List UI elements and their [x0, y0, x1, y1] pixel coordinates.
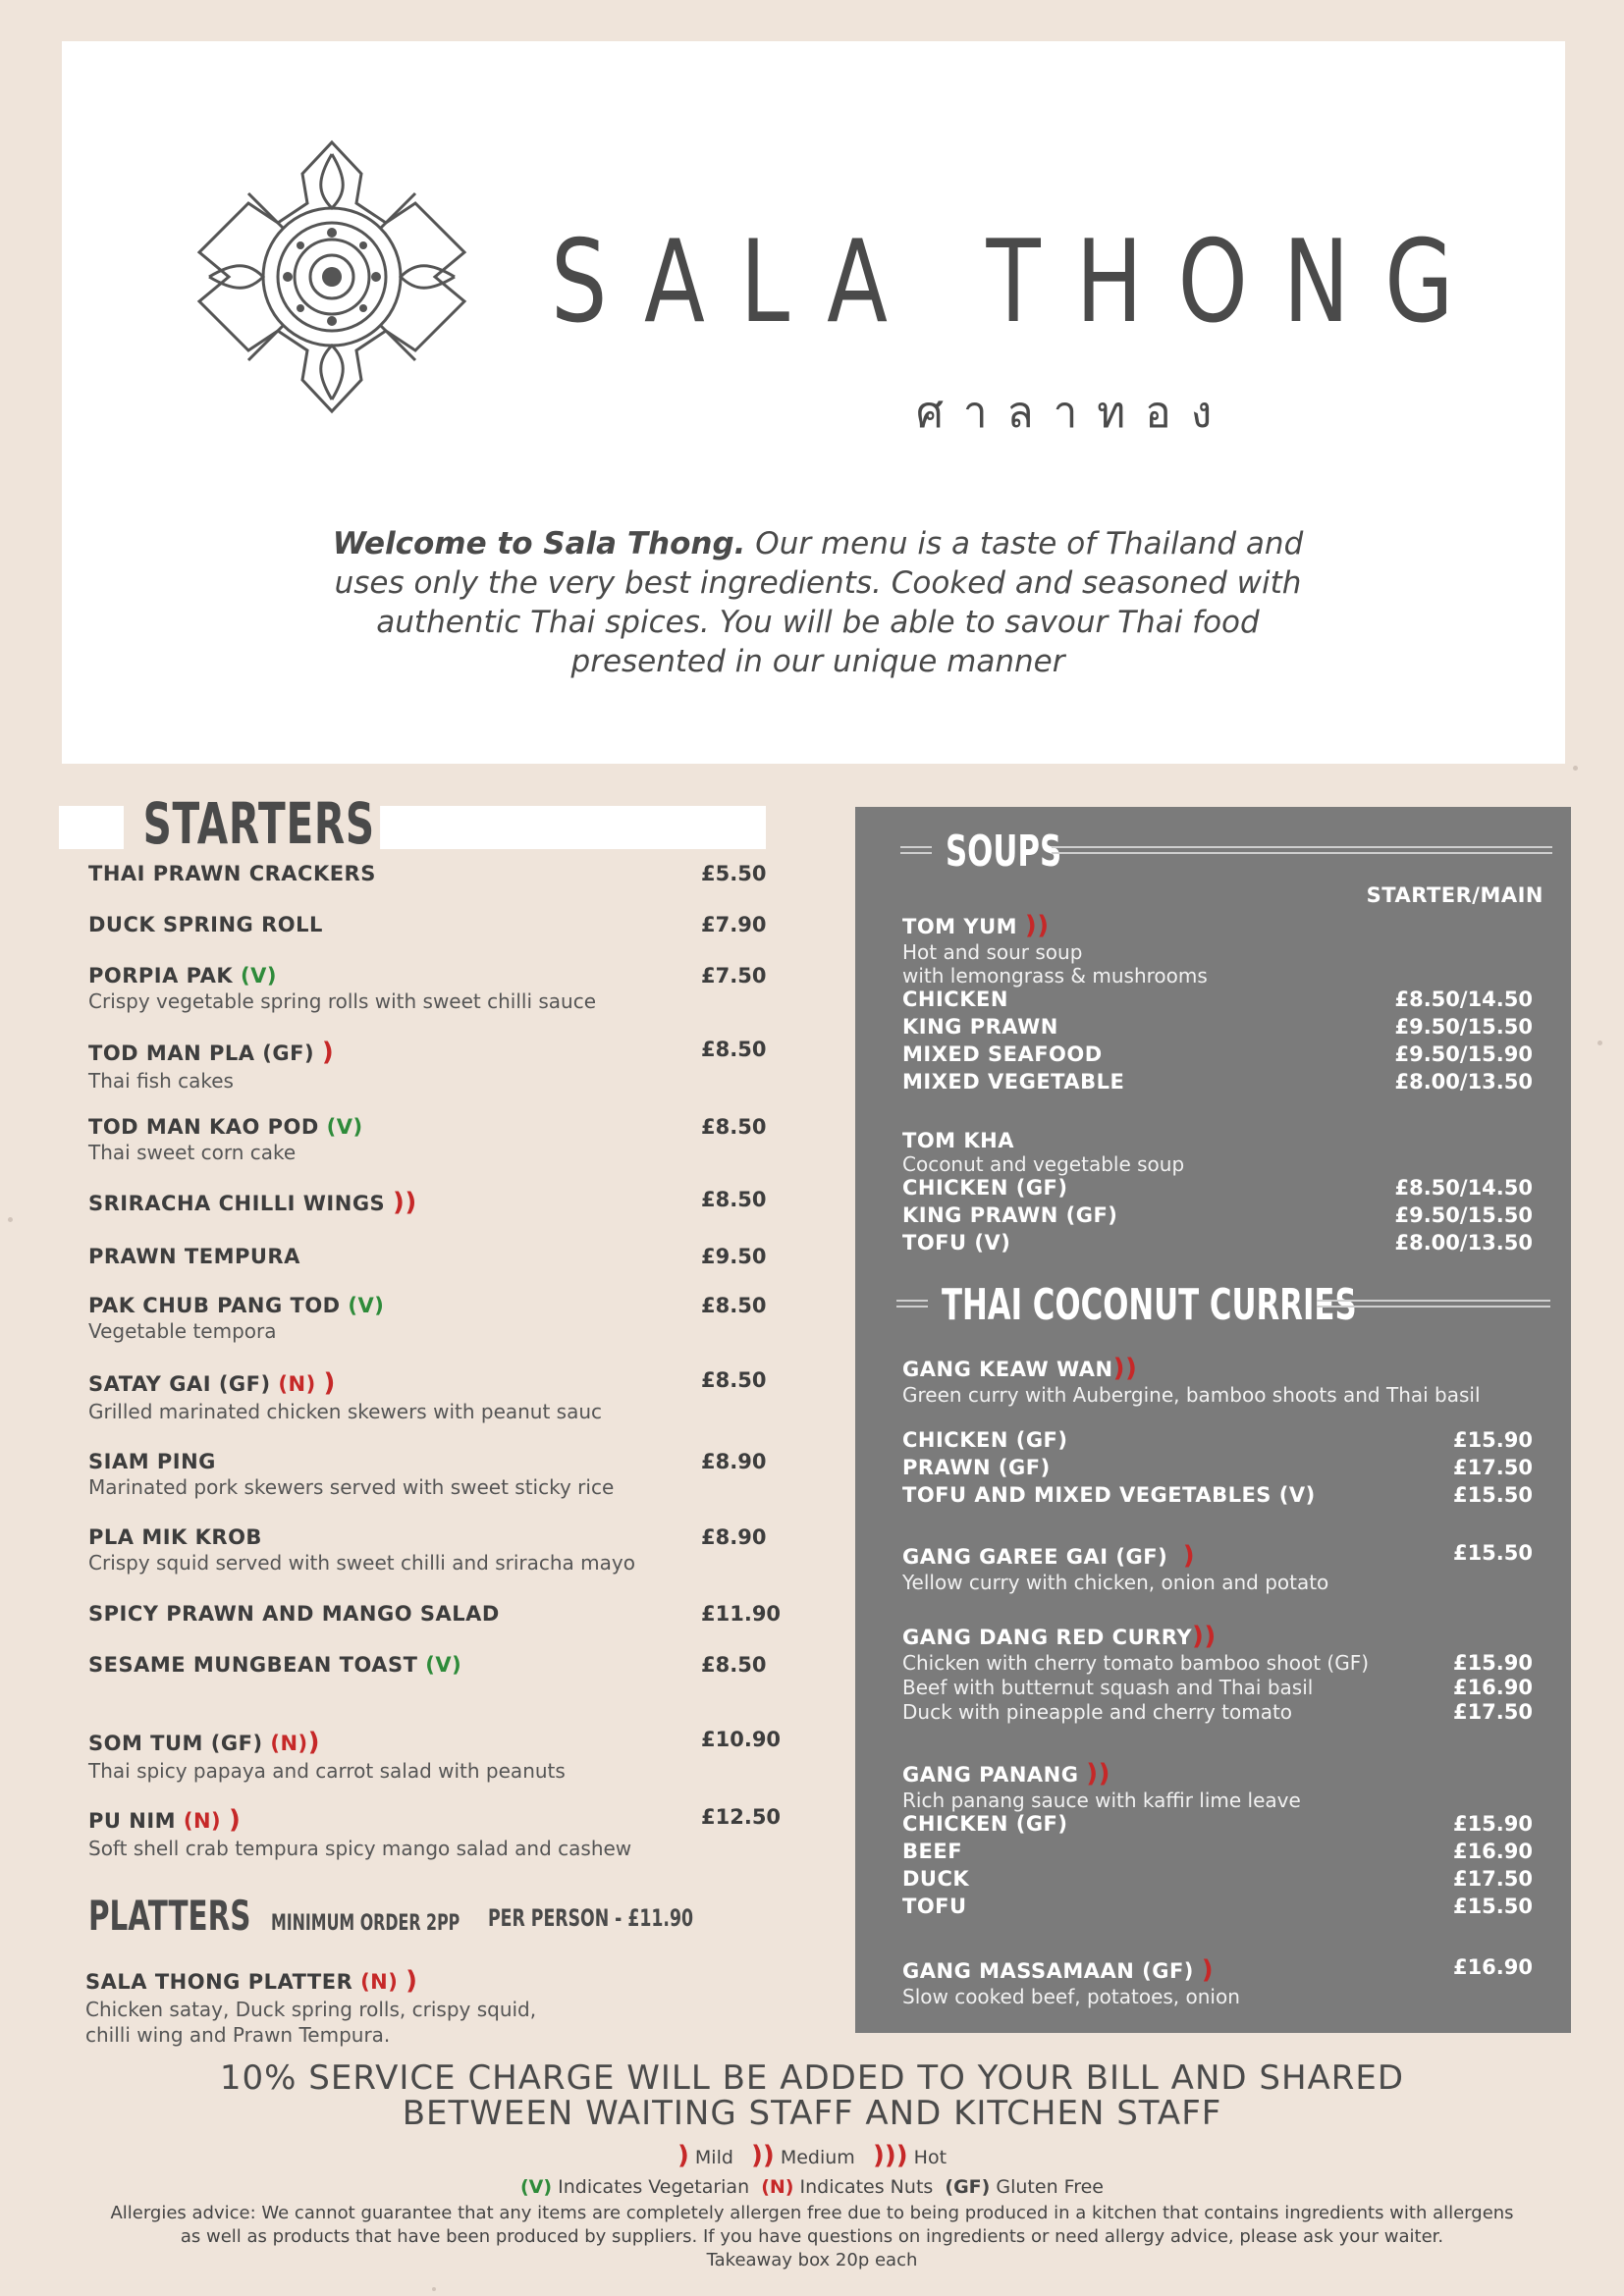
- item-description: Coconut and vegetable soup: [902, 1152, 1185, 1176]
- vegetarian-tag: (V): [326, 1115, 363, 1139]
- curries-title: THAI COCONUT CURRIES: [942, 1280, 1357, 1330]
- soups-title: SOUPS: [946, 827, 1062, 877]
- item-name: PU NIM: [88, 1809, 177, 1833]
- menu-item: [88, 1245, 776, 1268]
- item-name: SESAME MUNGBEAN TOAST: [88, 1653, 418, 1677]
- welcome-bold: Welcome to Sala Thong.: [332, 526, 746, 561]
- item-name: SATAY GAI (GF): [88, 1372, 271, 1396]
- soups-curries-panel: [855, 807, 1571, 2033]
- item-price: £8.50: [701, 1188, 767, 1211]
- menu-item: [88, 1188, 776, 1217]
- chili-medium-icon: )): [1024, 911, 1050, 940]
- item-price: £8.50: [701, 1653, 767, 1677]
- gluten-free-tag: (GF): [945, 2176, 991, 2198]
- item-price: £12.50: [701, 1805, 782, 1829]
- item-price: £8.90: [701, 1450, 767, 1473]
- chili-hot-icon: ))): [872, 2141, 908, 2170]
- item-description: Thai spicy papaya and carrot salad with peanuts: [88, 1759, 566, 1783]
- allergy-advice: [59, 2202, 1565, 2272]
- variant-name: KING PRAWN (GF): [902, 1203, 1118, 1227]
- variant-price: £8.50/14.50: [1394, 988, 1533, 1011]
- item-name: GANG MASSAMAAN (GF): [902, 1959, 1194, 1983]
- item-name: SIAM PING: [88, 1450, 216, 1473]
- variant-price: £17.50: [1452, 1700, 1533, 1724]
- platters-title: PLATTERS: [88, 1892, 251, 1940]
- nuts-tag: (N): [360, 1970, 399, 1994]
- spice-legend: [0, 2141, 1624, 2170]
- item-description: Slow cooked beef, potatoes, onion: [902, 1985, 1240, 2008]
- chili-medium-icon: )): [393, 1188, 417, 1217]
- item-name: DUCK SPRING ROLL: [88, 913, 323, 936]
- chili-mild-icon: ): [1182, 1541, 1196, 1571]
- variant-price: £8.50/14.50: [1394, 1176, 1533, 1200]
- item-price: £10.90: [701, 1728, 782, 1751]
- variant-price: £9.50/15.50: [1394, 1015, 1533, 1039]
- variant-name: MIXED VEGETABLE: [902, 1070, 1125, 1094]
- chili-medium-icon: )): [1192, 1622, 1217, 1651]
- chili-mild-icon: ): [307, 1728, 321, 1757]
- item-description: with lemongrass & mushrooms: [902, 964, 1208, 988]
- variant-name: CHICKEN (GF): [902, 1812, 1068, 1836]
- variant-name: TOFU (V): [902, 1231, 1011, 1255]
- allergy-line: as well as products that have been produced by suppliers. If you have questions on ingredients or need allergy advice, please ask your waiter.: [180, 2226, 1444, 2247]
- item-name: SALA THONG PLATTER: [85, 1970, 353, 1994]
- item-price: £8.90: [701, 1525, 767, 1549]
- hot-label: Hot: [913, 2147, 947, 2168]
- dietary-legend: [0, 2176, 1624, 2198]
- item-description: Marinated pork skewers served with sweet sticky rice: [88, 1475, 615, 1499]
- menu-item: [88, 1038, 776, 1093]
- variant-name: BEEF: [902, 1840, 963, 1863]
- chili-mild-icon: ): [323, 1368, 336, 1398]
- chili-medium-icon: )): [1086, 1759, 1111, 1789]
- variant-name: TOFU: [902, 1895, 967, 1918]
- item-name: TOM KHA: [902, 1129, 1014, 1152]
- starters-title: STARTERS: [137, 790, 380, 857]
- vegetarian-label: Indicates Vegetarian: [558, 2176, 750, 2198]
- item-description: Hot and sour soup: [902, 940, 1083, 964]
- menu-item: [88, 1602, 782, 1626]
- menu-item: [88, 1728, 782, 1783]
- vegetarian-tag: (V): [240, 964, 277, 988]
- variant-price: £17.50: [1452, 1867, 1533, 1891]
- starter-main-header: STARTER/MAIN: [1366, 883, 1543, 907]
- gluten-free-label: Gluten Free: [996, 2176, 1104, 2198]
- paper-speck: [8, 1217, 13, 1222]
- item-price: £7.90: [701, 913, 767, 936]
- service-line: BETWEEN WAITING STAFF AND KITCHEN STAFF: [402, 2094, 1222, 2133]
- chili-mild-icon: ): [1201, 1955, 1215, 1985]
- variant-price: £15.50: [1452, 1895, 1533, 1918]
- menu-item: [88, 1653, 776, 1677]
- item-description: Soft shell crab tempura spicy mango salad and cashew: [88, 1837, 632, 1860]
- chili-mild-icon: ): [406, 1966, 418, 1996]
- item-description: Vegetable tempora: [88, 1319, 277, 1343]
- nuts-tag: (N): [761, 2176, 794, 2198]
- item-description: Green curry with Aubergine, bamboo shoots and Thai basil: [902, 1383, 1481, 1407]
- item-name: PRAWN TEMPURA: [88, 1245, 300, 1268]
- variant-price: £9.50/15.50: [1394, 1203, 1533, 1227]
- medium-label: Medium: [780, 2147, 855, 2168]
- service-charge-notice: [98, 2060, 1526, 2131]
- nuts-tag: (N): [270, 1732, 308, 1755]
- variant-description: Beef with butternut squash and Thai basil: [902, 1676, 1314, 1699]
- chili-mild-icon: ): [228, 1805, 242, 1835]
- item-description: Chicken satay, Duck spring rolls, crispy squid,: [85, 1998, 537, 2021]
- nuts-tag: (N): [278, 1372, 316, 1396]
- menu-item: [88, 1368, 776, 1423]
- variant-price: £17.50: [1452, 1456, 1533, 1479]
- variant-name: MIXED SEAFOOD: [902, 1042, 1103, 1066]
- item-name: GANG DANG RED CURRY: [902, 1626, 1193, 1649]
- item-price: £15.50: [1452, 1541, 1533, 1565]
- item-name: THAI PRAWN CRACKERS: [88, 862, 376, 885]
- variant-name: CHICKEN (GF): [902, 1428, 1068, 1452]
- variant-price: £15.90: [1452, 1812, 1533, 1836]
- paper-speck: [432, 2287, 436, 2291]
- welcome-body: Our menu is a taste of Thailand and uses only the very best ingredients. Cooked and seasoned with authentic Thai spices. You will be able to savour Thai food presented in our unique manner: [334, 526, 1304, 679]
- variant-name: CHICKEN (GF): [902, 1176, 1068, 1200]
- variant-price: £15.90: [1452, 1428, 1533, 1452]
- menu-item: [88, 1115, 776, 1164]
- item-price: £8.50: [701, 1038, 767, 1061]
- menu-item: [88, 1525, 776, 1575]
- menu-item: [902, 911, 1550, 1097]
- item-price: £8.50: [701, 1115, 767, 1139]
- brand-name: SALA THONG: [551, 216, 1489, 348]
- menu-item: [902, 1955, 1550, 2008]
- variant-name: PRAWN (GF): [902, 1456, 1051, 1479]
- variant-price: £16.90: [1452, 1840, 1533, 1863]
- menu-item: [88, 913, 776, 936]
- item-name: TOD MAN PLA (GF): [88, 1041, 315, 1065]
- item-name: PAK CHUB PANG TOD: [88, 1294, 341, 1317]
- nuts-tag: (N): [183, 1809, 222, 1833]
- item-description: chilli wing and Prawn Tempura.: [85, 2023, 391, 2047]
- variant-price: £16.90: [1452, 1676, 1533, 1699]
- menu-item: [902, 1354, 1550, 1511]
- nuts-label: Indicates Nuts: [799, 2176, 934, 2198]
- welcome-text: [327, 524, 1309, 681]
- item-name: GANG KEAW WAN: [902, 1358, 1113, 1381]
- item-price: £7.50: [701, 964, 767, 988]
- variant-price: £9.50/15.90: [1394, 1042, 1533, 1066]
- paper-speck: [1597, 1041, 1602, 1045]
- item-price: £11.90: [701, 1602, 782, 1626]
- paper-speck: [1573, 766, 1578, 771]
- variant-price: £15.50: [1452, 1483, 1533, 1507]
- chili-medium-icon: )): [751, 2141, 775, 2170]
- menu-item: [88, 1294, 776, 1343]
- item-description: Yellow curry with chicken, onion and potato: [902, 1571, 1329, 1594]
- item-name: TOM YUM: [902, 915, 1018, 938]
- variant-description: Duck with pineapple and cherry tomato: [902, 1700, 1293, 1724]
- platters-heading: [88, 1892, 533, 1940]
- variant-name: CHICKEN: [902, 988, 1008, 1011]
- variant-description: Chicken with cherry tomato bamboo shoot (GF): [902, 1651, 1370, 1675]
- item-name: SPICY PRAWN AND MANGO SALAD: [88, 1602, 500, 1626]
- variant-price: £8.00/13.50: [1394, 1070, 1533, 1094]
- item-name: GANG GAREE GAI (GF): [902, 1545, 1168, 1569]
- item-name: PORPIA PAK: [88, 964, 234, 988]
- platter-price: PER PERSON - £11.90: [488, 1904, 694, 1932]
- item-description: Crispy vegetable spring rolls with sweet chilli sauce: [88, 989, 597, 1013]
- takeaway-note: Takeaway box 20p each: [706, 2250, 918, 2270]
- chili-mild-icon: ): [677, 2141, 689, 2170]
- variant-price: £15.90: [1452, 1651, 1533, 1675]
- service-line: 10% SERVICE CHARGE WILL BE ADDED TO YOUR BILL AND SHARED: [219, 2058, 1405, 2098]
- item-description: Thai fish cakes: [88, 1069, 234, 1093]
- mild-label: Mild: [694, 2147, 733, 2168]
- menu-item: [88, 1805, 782, 1860]
- item-price: £8.50: [701, 1294, 767, 1317]
- vegetarian-tag: (V): [425, 1653, 462, 1677]
- item-name: PLA MIK KROB: [88, 1525, 262, 1549]
- menu-item: [902, 1759, 1550, 1922]
- item-price: £8.50: [701, 1368, 767, 1392]
- item-description: Grilled marinated chicken skewers with peanut sauc: [88, 1400, 603, 1423]
- item-price: £16.90: [1452, 1955, 1533, 1979]
- chili-medium-icon: )): [1112, 1354, 1138, 1383]
- item-price: £9.50: [701, 1245, 767, 1268]
- item-description: Rich panang sauce with kaffir lime leave: [902, 1789, 1301, 1812]
- vegetarian-tag: (V): [348, 1294, 385, 1317]
- variant-name: TOFU AND MIXED VEGETABLES (V): [902, 1483, 1316, 1507]
- item-description: Thai sweet corn cake: [88, 1141, 297, 1164]
- item-name: GANG PANANG: [902, 1763, 1079, 1787]
- item-name: SRIRACHA CHILLI WINGS: [88, 1192, 386, 1215]
- item-name: TOD MAN KAO POD: [88, 1115, 319, 1139]
- menu-item: [902, 1622, 1550, 1725]
- item-description: Crispy squid served with sweet chilli and sriracha mayo: [88, 1551, 635, 1575]
- menu-item: [902, 1129, 1550, 1258]
- item-price: £5.50: [701, 862, 767, 885]
- allergy-line: Allergies advice: We cannot guarantee that any items are completely allergen free due to being produced in a kitchen that contains ingredients with allergens: [110, 2203, 1514, 2223]
- menu-item: [88, 862, 776, 885]
- brand-name-thai: ศาลาทอง: [916, 388, 1232, 438]
- variant-name: DUCK: [902, 1867, 970, 1891]
- menu-item: [88, 1450, 776, 1499]
- variant-name: KING PRAWN: [902, 1015, 1058, 1039]
- vegetarian-tag: (V): [520, 2176, 553, 2198]
- menu-item: [88, 964, 776, 1013]
- variant-price: £8.00/13.50: [1394, 1231, 1533, 1255]
- thai-ornament-logo-icon: [189, 134, 474, 419]
- platter-item: [85, 1966, 773, 2047]
- platters-min-order: MINIMUM ORDER 2PP: [271, 1911, 460, 1936]
- chili-mild-icon: ): [321, 1038, 335, 1067]
- header-card: [62, 41, 1565, 764]
- item-name: SOM TUM (GF): [88, 1732, 263, 1755]
- menu-item: [902, 1541, 1550, 1594]
